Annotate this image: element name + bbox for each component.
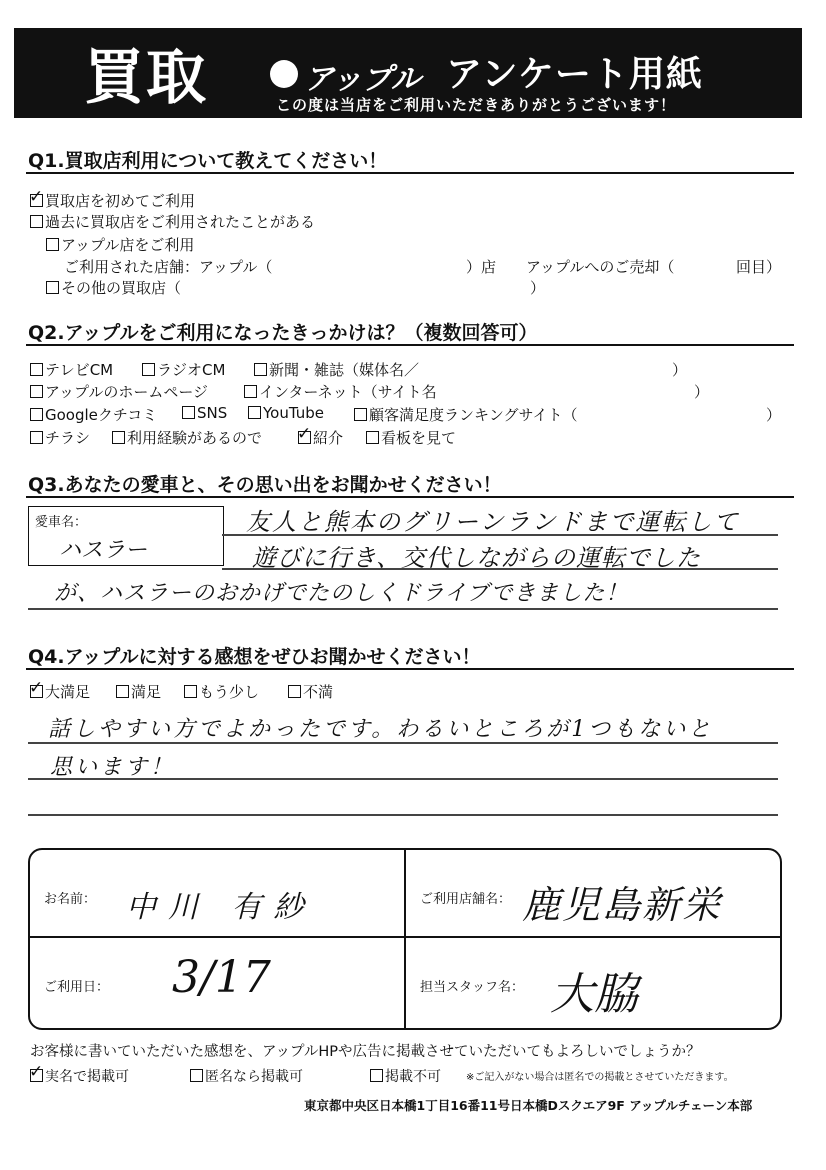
option-label: もう少し [199, 683, 260, 701]
checkbox[interactable] [254, 363, 267, 376]
q2-option-radio[interactable] [142, 359, 225, 380]
name-value[interactable]: 中川 有紗 [126, 890, 316, 925]
comment-text-line1: 話しやすい方でよかったです。わるいところが1つもないと [48, 717, 714, 742]
consent-option-anonymous[interactable] [190, 1066, 303, 1086]
q1-option-other[interactable] [46, 277, 181, 298]
checkbox[interactable] [288, 685, 301, 698]
option-label: 実名で掲載可 [45, 1069, 129, 1085]
q4-option-satisfied[interactable] [116, 681, 161, 702]
car-name-label: 愛車名： [35, 515, 88, 530]
checkbox[interactable] [30, 215, 43, 228]
q2-option-experience[interactable] [112, 427, 262, 448]
consent-option-real-name[interactable] [29, 1062, 129, 1086]
comment-rule [28, 814, 778, 816]
consent-note: ※ご記入がない場合は匿名での掲載とさせていただきます。 [466, 1072, 734, 1083]
checkbox[interactable] [112, 431, 125, 444]
checkbox[interactable] [46, 238, 59, 251]
option-label: 掲載不可 [385, 1069, 441, 1085]
form-title: アンケート用紙 [446, 54, 703, 95]
checkbox[interactable] [354, 408, 367, 421]
q2-ranking-close: ） [766, 406, 782, 424]
q2-option-net[interactable] [244, 381, 437, 402]
comment-text-line2: 思います！ [50, 755, 176, 780]
q1-heading: Q1.買取店利用について教えてください！ [28, 150, 388, 172]
option-label: アップルのホームページ [45, 383, 209, 401]
q2-option-hp[interactable] [30, 381, 208, 402]
store-name-label: ご利用店舗名： [420, 892, 512, 907]
q2-news-close: ） [672, 361, 688, 379]
checkbox[interactable] [190, 1069, 203, 1082]
option-label: 匿名なら掲載可 [205, 1069, 303, 1085]
q4-option-could-improve[interactable] [184, 681, 259, 702]
q1-other-close: ） [530, 279, 546, 297]
store-name-value[interactable]: 鹿児島新栄 [522, 883, 723, 927]
q2-option-tv[interactable] [30, 359, 113, 380]
checkmark-icon: ✓ [29, 1062, 44, 1082]
option-label: チラシ [45, 429, 91, 447]
option-label: ラジオCM [157, 361, 226, 379]
option-label: YouTube [263, 404, 324, 422]
q2-net-close: ） [694, 383, 710, 401]
checkbox[interactable] [30, 385, 43, 398]
q1-option-past[interactable] [30, 211, 315, 232]
q2-option-ranking[interactable] [354, 404, 578, 425]
option-label: SNS [197, 404, 228, 422]
checkbox[interactable] [30, 431, 43, 444]
logo-text: アップル [304, 62, 421, 97]
q3-heading: Q3.あなたの愛車と、その思い出をお聞かせください！ [28, 474, 502, 496]
checkmark-icon: ✓ [297, 424, 312, 444]
option-label: 満足 [131, 683, 162, 701]
consent-question: お客様に書いていただいた感想を、アップルHPや広告に掲載させていただいてもよろしいでしょうか？ [30, 1044, 701, 1060]
q1-option-apple[interactable] [46, 234, 194, 255]
memory-text-line3: が、ハスラーのおかげでたのしくドライブできました！ [54, 581, 629, 606]
checkbox[interactable] [30, 363, 43, 376]
customer-info-box [28, 848, 782, 1030]
checkbox[interactable] [116, 685, 129, 698]
option-label: テレビCM [45, 361, 114, 379]
form-subtitle: この度は当店をご利用いただきありがとうございます！ [276, 96, 677, 114]
checkbox[interactable] [29, 678, 44, 698]
checkbox[interactable] [29, 1062, 44, 1082]
option-label: 大満足 [45, 683, 91, 701]
car-name-box[interactable] [28, 506, 224, 566]
q2-option-flyer[interactable] [30, 427, 90, 448]
q2-option-signboard[interactable] [366, 427, 456, 448]
memory-text-line1: 友人と熊本のグリーンランドまで運転して [246, 508, 740, 536]
option-label: インターネット（サイト名 [259, 383, 437, 401]
header-kanji: 買取 [84, 43, 208, 113]
q3-divider [26, 496, 794, 498]
option-label: Googleクチコミ [45, 406, 158, 424]
q4-heading: Q4.アップルに対する感想をぜひお聞かせください！ [28, 646, 481, 668]
date-value[interactable]: 3/17 [172, 952, 271, 1003]
q4-option-very-satisfied[interactable] [29, 678, 91, 702]
q2-option-sns[interactable] [182, 404, 227, 422]
q2-option-news[interactable] [254, 359, 419, 380]
checkbox[interactable] [46, 281, 59, 294]
option-label: 顧客満足度ランキングサイト（ [369, 406, 578, 424]
checkbox[interactable] [248, 406, 261, 419]
q4-option-unsatisfied[interactable] [288, 681, 333, 702]
info-divider-horizontal [30, 936, 780, 938]
q1-store-field-suffix: ）店 [466, 258, 497, 276]
option-label: 不満 [303, 683, 334, 701]
checkbox[interactable] [182, 406, 195, 419]
option-label: 看板を見て [381, 429, 457, 447]
apple-logo-icon [270, 60, 298, 88]
checkbox[interactable] [244, 385, 257, 398]
checkbox[interactable] [184, 685, 197, 698]
q1-store-field-label: ご利用された店舗：アップル（ [64, 258, 273, 276]
option-label: 過去に買取店をご利用されたことがある [45, 213, 316, 231]
option-label: 紹介 [313, 429, 344, 447]
q1-option-first[interactable] [29, 187, 196, 211]
staff-value[interactable]: 大脇 [550, 969, 638, 1020]
q4-divider [26, 668, 794, 670]
option-label: その他の買取店（ [61, 279, 182, 297]
staff-label: 担当スタッフ名： [420, 980, 525, 995]
footer-address: 東京都中央区日本橋1丁目16番11号日本橋Dスクエア9F アップルチェーン本部 [304, 1098, 753, 1113]
info-divider-vertical [404, 850, 406, 1028]
option-label: 新聞・雑誌（媒体名／ [269, 361, 420, 379]
option-label: アップル店をご利用 [61, 236, 195, 254]
q2-option-youtube[interactable] [248, 404, 324, 422]
checkbox[interactable] [30, 408, 43, 421]
q1-sell-count-suffix: 回目） [736, 258, 782, 276]
q2-divider [26, 344, 794, 346]
memory-rule [28, 608, 778, 610]
q1-sell-count-label: アップルへのご売却（ [526, 258, 675, 276]
checkbox[interactable] [370, 1069, 383, 1082]
checkbox[interactable] [142, 363, 155, 376]
checkbox[interactable] [29, 187, 44, 207]
checkmark-icon: ✓ [29, 678, 44, 698]
option-label: 買取店を初めてご利用 [45, 192, 196, 210]
q1-divider [26, 172, 794, 174]
q2-heading: Q2.アップルをご利用になったきっかけは？（複数回答可） [28, 322, 538, 344]
checkbox[interactable] [297, 424, 312, 444]
header-banner [14, 28, 802, 118]
checkbox[interactable] [366, 431, 379, 444]
memory-text-line2: 遊びに行き、交代しながらの運転でした [252, 544, 702, 572]
consent-option-not-allowed[interactable] [370, 1066, 441, 1086]
checkmark-icon: ✓ [29, 187, 44, 207]
q2-option-intro[interactable] [297, 424, 344, 448]
car-name-value: ハスラー [59, 538, 148, 563]
q2-option-google[interactable] [30, 404, 157, 425]
option-label: 利用経験があるので [127, 429, 263, 447]
date-label: ご利用日： [44, 980, 110, 995]
name-label: お名前： [44, 892, 97, 907]
